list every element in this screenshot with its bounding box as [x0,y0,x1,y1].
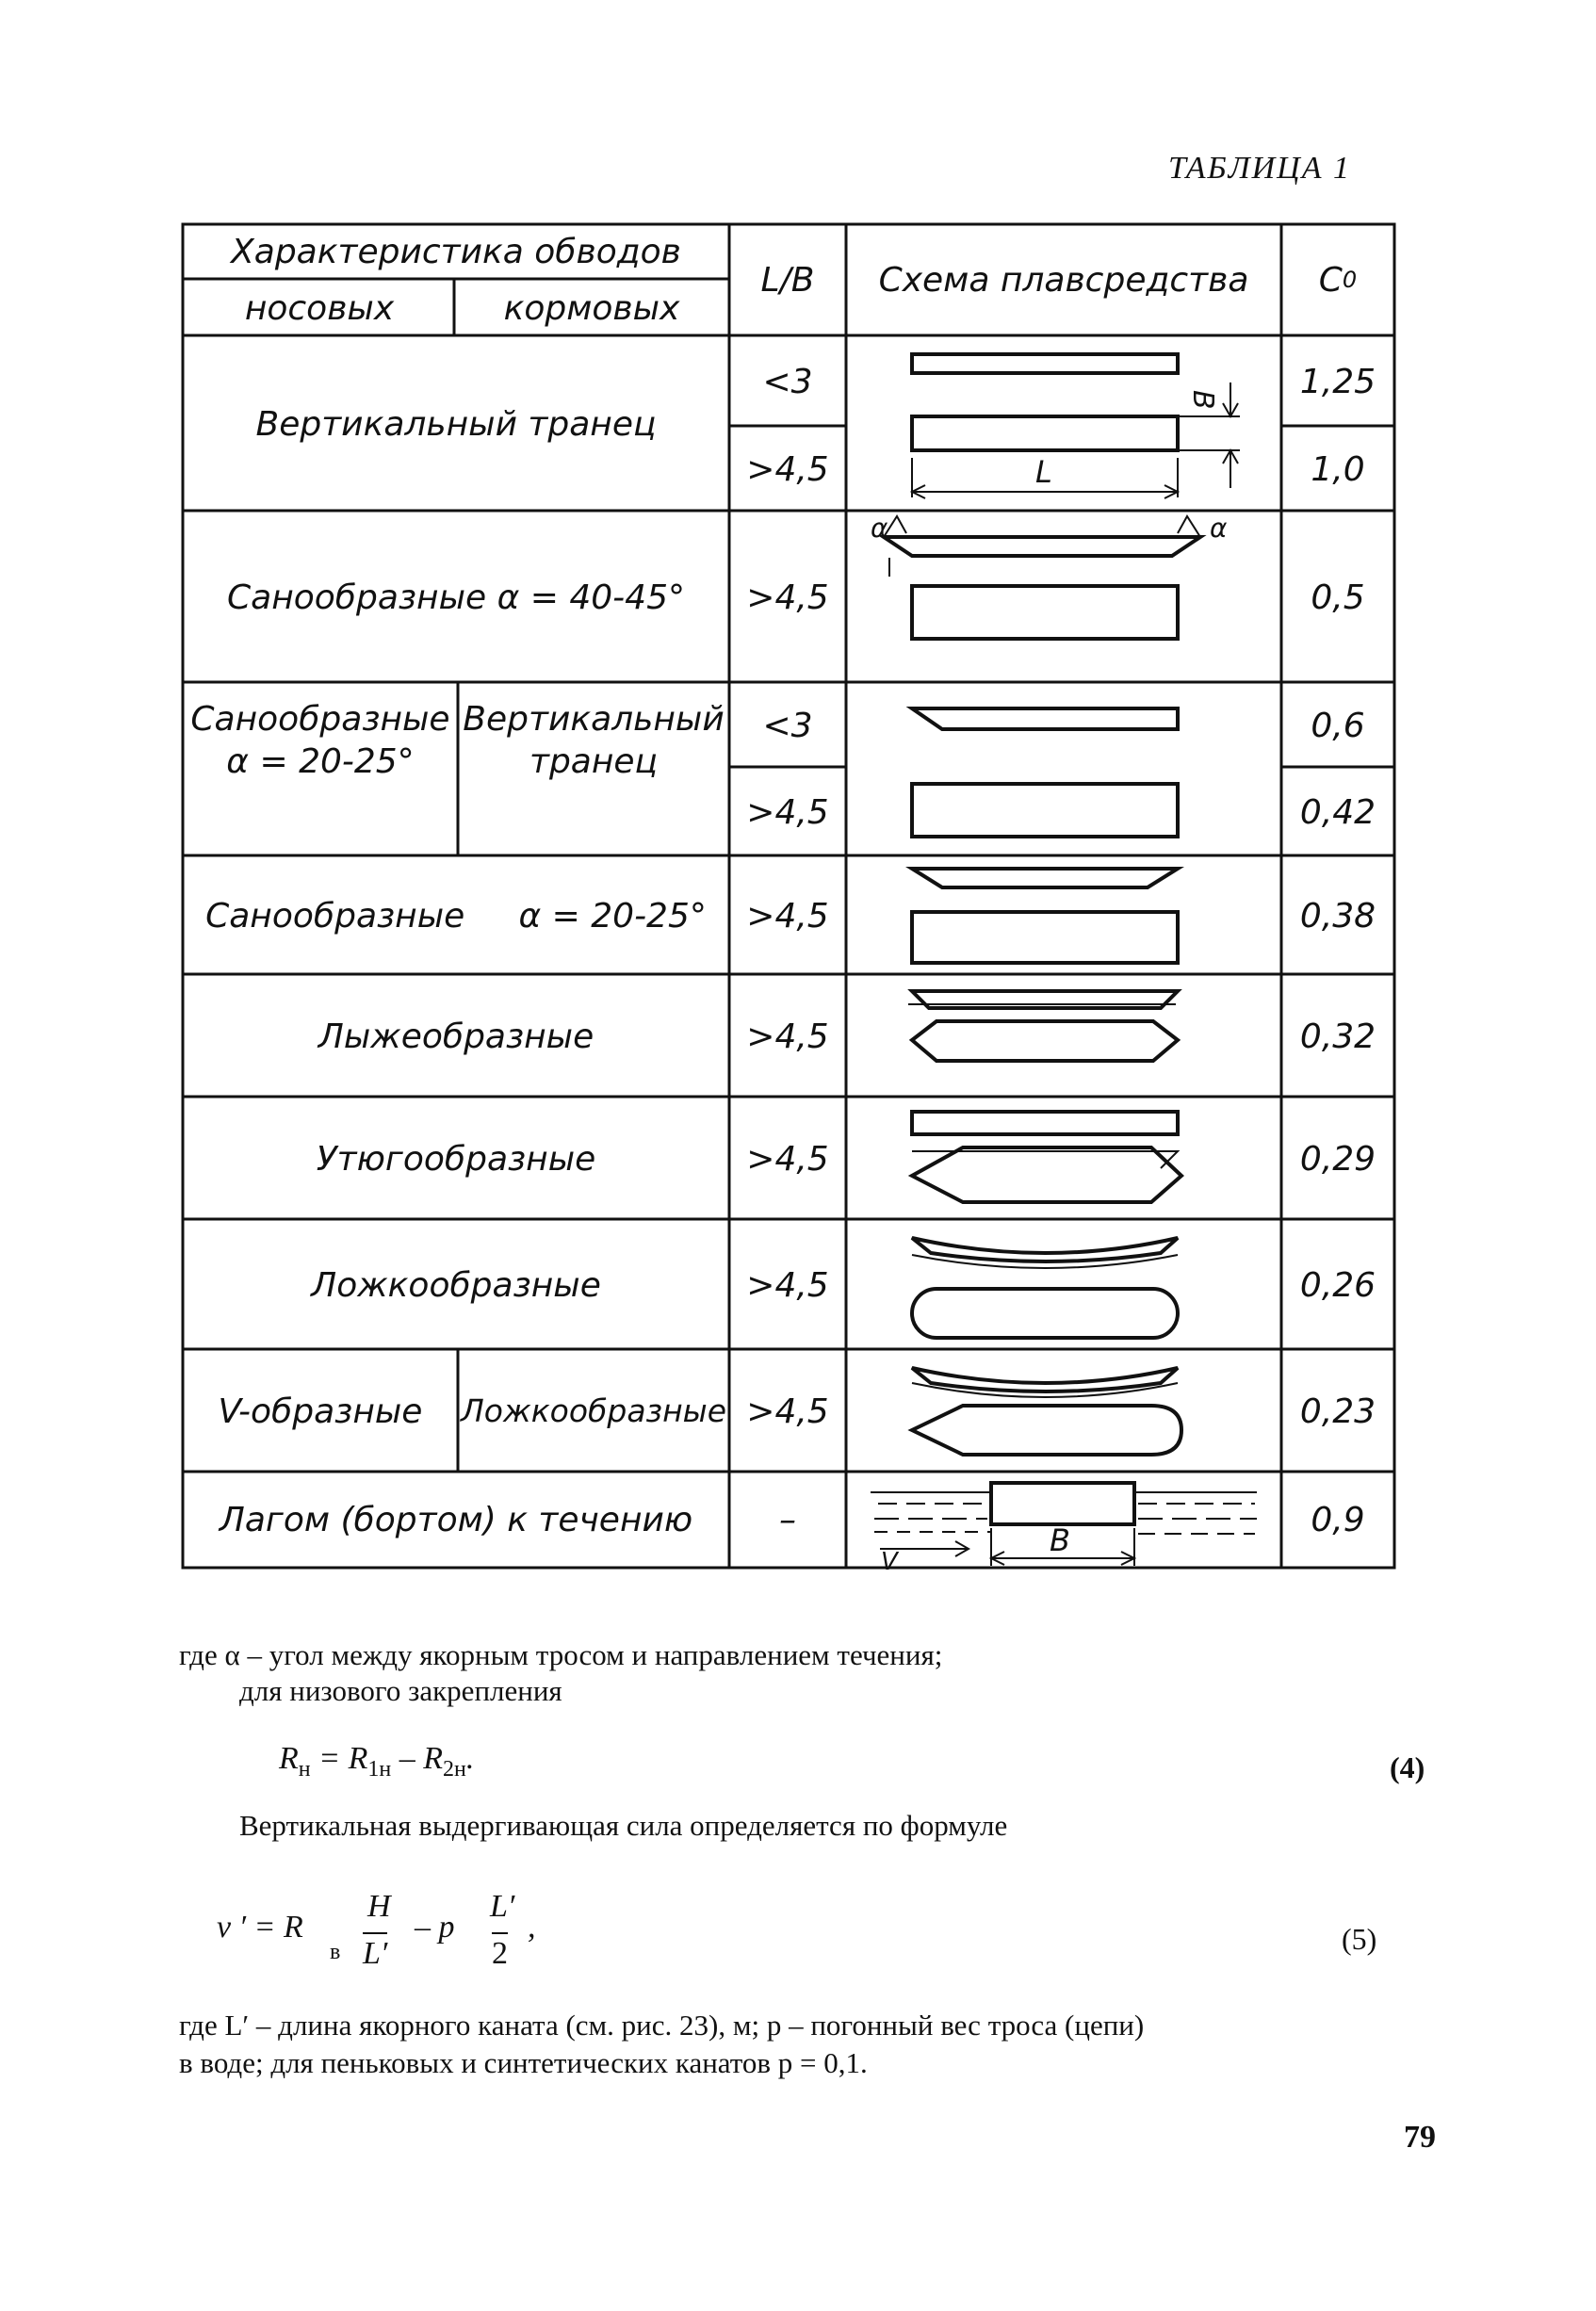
row-coef: 0,32 [1299,1017,1376,1056]
row-stern: Вертикальный транец [463,700,725,781]
row-ratio: >4,5 [746,792,829,832]
page-number: 79 [1404,2120,1436,2155]
header-scheme: Схема плавсредства [878,260,1249,300]
row-coef: 0,23 [1299,1391,1376,1431]
row-name: Лыжеобразные [318,1017,594,1056]
vessel-side-view [884,537,1200,556]
vessel-plan-view [912,1147,1181,1202]
vessel-side-view [912,708,1178,729]
row-coef: 0,6 [1311,706,1365,745]
row-ratio: >4,5 [746,578,829,617]
vessel-plan-view [912,416,1178,450]
paragraph-downstream: для низового закрепления [239,1674,562,1707]
paragraph-vertical-force: Вертикальная выдергивающая сила определяется по формуле [239,1809,1008,1842]
vessel-plan-view [912,1021,1178,1061]
row-ratio: >4,5 [746,896,829,936]
vessel-side-view [912,354,1178,373]
row-ratio: <3 [762,706,813,745]
row-ratio: >4,5 [746,1139,829,1179]
row-name: Санообразные α = 20-25° [205,896,707,936]
data-table [181,222,1396,1570]
paragraph-rope-length: где L′ – длина якорного каната (см. рис. 23), м; p – погонный вес троса (цепи) [179,2009,1145,2042]
row-ratio: >4,5 [746,449,829,489]
row-bow: Санообразные α = 20-25° [190,700,450,781]
row-ratio: >4,5 [746,1265,829,1305]
row-coef: 0,26 [1299,1265,1376,1305]
vessel-side-view [912,869,1178,887]
vessel-plan-view [912,912,1178,963]
scheme-label-alpha-right: α [1210,513,1228,544]
row-coef: 0,9 [1311,1500,1365,1539]
row-name: Ложкообразные [311,1265,601,1305]
header-characteristics: Характеристика обводов [231,232,681,271]
vessel-plan-view [912,586,1178,639]
scheme-label-l: L [1035,454,1052,490]
row-ratio: >4,5 [746,1391,829,1431]
paragraph-rope-weight: в воде; для пеньковых и синтетических канатов p = 0,1. [179,2046,868,2079]
vessel-plan-view [912,1406,1181,1455]
vessel-side-view [912,1238,1178,1261]
vessel-side-view [912,1368,1178,1391]
row-name: Санообразные α = 40-45° [227,578,685,617]
row-coef: 1,25 [1299,362,1376,401]
scheme-label-alpha-left: α [871,513,888,544]
equation-4: $R_н = R_{1н} - R_{2н}$. [279,1741,475,1782]
vessel-plan-view [912,1289,1178,1338]
row-coef: 0,38 [1299,896,1376,936]
vessel-side-view [912,991,1178,1008]
scheme-label-b: B [1186,390,1219,410]
equation-5-number: (5) [1342,1922,1377,1956]
vessel-side-view [912,1112,1178,1134]
equation-4-number: (4) [1390,1750,1425,1784]
equation-5: v ′ = R в H L′ – p L′ 2 , [217,1889,536,1971]
row-name: Лагом (бортом) к течению [219,1500,693,1539]
table-caption: ТАБЛИЦА 1 [1168,151,1351,186]
header-coef: C 0 [1318,260,1358,300]
header-stern: кормовых [503,288,680,328]
row-coef: 0,42 [1299,792,1376,832]
paragraph-alpha-definition: где α – угол между якорным тросом и направлением течения; [179,1638,943,1671]
row-coef: 0,29 [1299,1139,1376,1179]
row-bow: V-образные [218,1391,423,1431]
scheme-label-b-bottom: B [1050,1522,1070,1558]
vessel-broadside [991,1483,1134,1524]
row-name: Утюгообразные [316,1139,596,1179]
row-coef: 0,5 [1311,578,1365,617]
row-ratio: <3 [762,362,813,401]
row-coef: 1,0 [1311,449,1365,489]
header-bow: носовых [244,288,395,328]
vessel-plan-view [912,784,1178,837]
scheme-label-v: V [881,1548,898,1570]
row-name: Вертикальный транец [255,404,657,444]
row-ratio: >4,5 [746,1017,829,1056]
row-ratio: – [779,1500,796,1539]
vessel-schemes [871,354,1257,1566]
header-ratio: L/B [760,260,815,300]
row-stern: Ложкообразные [460,1392,727,1430]
